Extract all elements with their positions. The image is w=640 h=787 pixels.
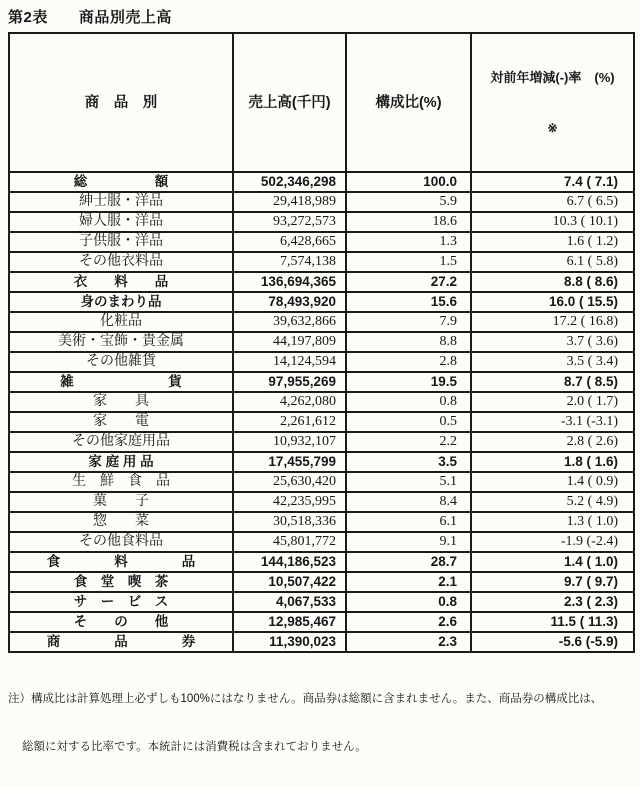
table-row: [9, 332, 634, 352]
category-cell: そ の 他: [9, 612, 233, 632]
reference-mark: ※: [547, 121, 558, 135]
category-cell: その他食料品: [9, 532, 233, 552]
rate-cell: 1.6 ( 1.2): [471, 232, 634, 252]
category-cell: その他雑貨: [9, 352, 233, 372]
table-row: [9, 392, 634, 412]
column-header-rate: [471, 33, 634, 172]
table-row: [9, 412, 634, 432]
category-cell: 紳士服・洋品: [9, 192, 233, 212]
category-cell: 婦人服・洋品: [9, 212, 233, 232]
sales-by-category-table: [8, 32, 635, 653]
rate-cell: 16.0 ( 15.5): [471, 292, 634, 312]
sales-cell: 136,694,365: [233, 272, 346, 292]
ratio-cell: 27.2: [346, 272, 471, 292]
table-row: [9, 292, 634, 312]
column-header-category: [9, 33, 233, 172]
category-cell: 衣 料 品: [9, 272, 233, 292]
ratio-cell: 2.1: [346, 572, 471, 592]
rate-cell: 17.2 ( 16.8): [471, 312, 634, 332]
footnote: [8, 659, 640, 787]
table-body: [9, 172, 634, 652]
sales-cell: 4,067,533: [233, 592, 346, 612]
sales-cell: 10,507,422: [233, 572, 346, 592]
sales-cell: 97,955,269: [233, 372, 346, 392]
sales-cell: 25,630,420: [233, 472, 346, 492]
rate-cell: 11.5 ( 11.3): [471, 612, 634, 632]
rate-cell: 3.5 ( 3.4): [471, 352, 634, 372]
sales-cell: 6,428,665: [233, 232, 346, 252]
table-row: [9, 172, 634, 192]
ratio-cell: 9.1: [346, 532, 471, 552]
ratio-cell: 6.1: [346, 512, 471, 532]
sales-cell: 2,261,612: [233, 412, 346, 432]
table-row: [9, 592, 634, 612]
category-cell: 家 具: [9, 392, 233, 412]
table-row: [9, 212, 634, 232]
column-header-sales-label: 売上高(千円): [248, 94, 331, 111]
category-cell: 子供服・洋品: [9, 232, 233, 252]
ratio-cell: 28.7: [346, 552, 471, 572]
sales-cell: 4,262,080: [233, 392, 346, 412]
column-header-sales: [233, 33, 346, 172]
rate-cell: -1.9 (-2.4): [471, 532, 634, 552]
rate-cell: 3.7 ( 3.6): [471, 332, 634, 352]
rate-cell: 2.8 ( 2.6): [471, 432, 634, 452]
table-row: [9, 532, 634, 552]
rate-cell: 8.8 ( 8.6): [471, 272, 634, 292]
sales-cell: 17,455,799: [233, 452, 346, 472]
sales-cell: 30,518,336: [233, 512, 346, 532]
category-cell: 化粧品: [9, 312, 233, 332]
table-row: [9, 452, 634, 472]
rate-cell: 8.7 ( 8.5): [471, 372, 634, 392]
table-row: [9, 432, 634, 452]
rate-cell: 1.8 ( 1.6): [471, 452, 634, 472]
column-header-ratio: [346, 33, 471, 172]
ratio-cell: 5.9: [346, 192, 471, 212]
category-cell: 食 堂 喫 茶: [9, 572, 233, 592]
ratio-cell: 0.8: [346, 392, 471, 412]
sales-cell: 44,197,809: [233, 332, 346, 352]
table-row: [9, 612, 634, 632]
ratio-cell: 8.8: [346, 332, 471, 352]
ratio-cell: 18.6: [346, 212, 471, 232]
ratio-cell: 2.2: [346, 432, 471, 452]
sales-cell: 12,985,467: [233, 612, 346, 632]
category-cell: 身のまわり品: [9, 292, 233, 312]
sales-cell: 10,932,107: [233, 432, 346, 452]
rate-cell: 1.4 ( 1.0): [471, 552, 634, 572]
column-header-category-label: 商 品 別: [84, 94, 158, 111]
table-row: [9, 512, 634, 532]
category-cell: その他家庭用品: [9, 432, 233, 452]
rate-cell: 6.7 ( 6.5): [471, 192, 634, 212]
rate-cell: 2.3 ( 2.3): [471, 592, 634, 612]
ratio-cell: 3.5: [346, 452, 471, 472]
sales-cell: 144,186,523: [233, 552, 346, 572]
ratio-cell: 15.6: [346, 292, 471, 312]
table-row: [9, 552, 634, 572]
rate-cell: 5.2 ( 4.9): [471, 492, 634, 512]
table-row: [9, 252, 634, 272]
ratio-cell: 2.8: [346, 352, 471, 372]
table-row: [9, 572, 634, 592]
category-cell: 雑 貨: [9, 372, 233, 392]
sales-cell: 14,124,594: [233, 352, 346, 372]
sales-cell: 45,801,772: [233, 532, 346, 552]
table-row: [9, 192, 634, 212]
table-row: [9, 372, 634, 392]
category-cell: サ ー ビ ス: [9, 592, 233, 612]
ratio-cell: 2.6: [346, 612, 471, 632]
rate-cell: 1.3 ( 1.0): [471, 512, 634, 532]
column-header-ratio-label: 構成比(%): [375, 94, 442, 111]
header-row: [9, 33, 634, 172]
rate-cell: 2.0 ( 1.7): [471, 392, 634, 412]
sales-cell: 7,574,138: [233, 252, 346, 272]
ratio-cell: 100.0: [346, 172, 471, 192]
column-header-rate-label: 対前年増減(-)率 (%): [490, 70, 615, 85]
sales-cell: 42,235,995: [233, 492, 346, 512]
rate-cell: 6.1 ( 5.8): [471, 252, 634, 272]
ratio-cell: 0.5: [346, 412, 471, 432]
category-cell: 生 鮮 食 品: [9, 472, 233, 492]
ratio-cell: 2.3: [346, 632, 471, 652]
footnote-line-2: 総額に対する比率です。本統計には消費税は含まれておりません。: [22, 741, 367, 753]
ratio-cell: 0.8: [346, 592, 471, 612]
sales-cell: 11,390,023: [233, 632, 346, 652]
table-row: [9, 472, 634, 492]
rate-cell: 9.7 ( 9.7): [471, 572, 634, 592]
table-row: [9, 632, 634, 652]
ratio-cell: 5.1: [346, 472, 471, 492]
table-row: [9, 492, 634, 512]
rate-cell: 1.4 ( 0.9): [471, 472, 634, 492]
category-cell: 家 庭 用 品: [9, 452, 233, 472]
rate-cell: 10.3 ( 10.1): [471, 212, 634, 232]
rate-cell: -3.1 (-3.1): [471, 412, 634, 432]
category-cell: 美術・宝飾・貴金属: [9, 332, 233, 352]
table-row: [9, 312, 634, 332]
ratio-cell: 1.5: [346, 252, 471, 272]
category-cell: 菓 子: [9, 492, 233, 512]
sales-cell: 78,493,920: [233, 292, 346, 312]
category-cell: 惣 菜: [9, 512, 233, 532]
category-cell: 食 料 品: [9, 552, 233, 572]
category-cell: 総 額: [9, 172, 233, 192]
rate-cell: -5.6 (-5.9): [471, 632, 634, 652]
sales-cell: 29,418,989: [233, 192, 346, 212]
page-title: 第2表 商品別売上高: [8, 9, 172, 26]
table-row: [9, 232, 634, 252]
ratio-cell: 8.4: [346, 492, 471, 512]
sales-cell: 502,346,298: [233, 172, 346, 192]
footnote-line-1: 注）構成比は計算処理上必ずしも100%にはなりません。商品券は総額に含まれません。また、商品券の構成比は、: [8, 693, 603, 705]
sales-cell: 93,272,573: [233, 212, 346, 232]
category-cell: 商 品 券: [9, 632, 233, 652]
rate-cell: 7.4 ( 7.1): [471, 172, 634, 192]
ratio-cell: 19.5: [346, 372, 471, 392]
ratio-cell: 1.3: [346, 232, 471, 252]
category-cell: 家 電: [9, 412, 233, 432]
table-row: [9, 352, 634, 372]
category-cell: その他衣料品: [9, 252, 233, 272]
sales-cell: 39,632,866: [233, 312, 346, 332]
table-row: [9, 272, 634, 292]
ratio-cell: 7.9: [346, 312, 471, 332]
